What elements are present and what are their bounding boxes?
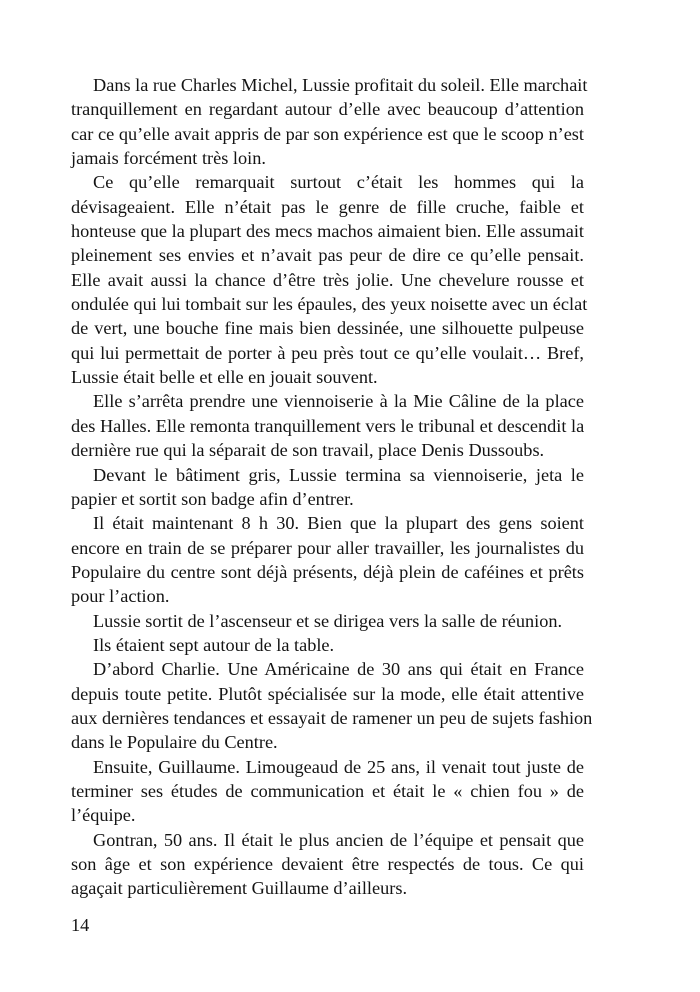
text-line: dévisageaient. Elle n’était pas le genre de fille cruche, faible et bbox=[71, 196, 584, 217]
text-line: dans le Populaire du Centre. bbox=[71, 732, 278, 753]
text-line: papier et sortit son badge afin d’entrer. bbox=[71, 488, 354, 509]
paragraph bbox=[71, 170, 588, 389]
text-line: Elle s’arrêta prendre une viennoiserie à la Mie Câline de la place bbox=[93, 391, 584, 412]
text-line: Populaire du centre sont déjà présents, déjà plein de caféines et prêts bbox=[71, 561, 584, 582]
text-line: agaçait particulièrement Guillaume d’ailleurs. bbox=[71, 878, 408, 899]
text-line: Lussie sortit de l’ascenseur et se dirigea vers la salle de réunion. bbox=[93, 610, 563, 631]
text-line: pour l’action. bbox=[71, 586, 170, 607]
text-line: aux dernières tendances et essayait de ramener un peu de sujets fashion bbox=[71, 707, 593, 728]
paragraph bbox=[71, 657, 593, 754]
text-line: tranquillement en regardant autour d’elle avec beaucoup d’attention bbox=[71, 99, 584, 120]
paragraph bbox=[71, 633, 584, 657]
text-line: Ce qu’elle remarquait surtout c’était les hommes qui la bbox=[93, 172, 584, 193]
text-line: Dans la rue Charles Michel, Lussie profitait du soleil. Elle marchait bbox=[93, 75, 588, 95]
text-line: depuis toute petite. Plutôt spécialisée sur la mode, elle était attentive bbox=[71, 683, 584, 704]
text-line: jamais forcément très loin. bbox=[71, 148, 266, 169]
text-line: Elle avait aussi la chance d’être très jolie. Une chevelure rousse et bbox=[71, 269, 584, 290]
text-line: Gontran, 50 ans. Il était le plus ancien de l’équipe et pensait que bbox=[93, 829, 584, 850]
paragraph bbox=[71, 755, 584, 828]
text-line: Ils étaient sept autour de la table. bbox=[93, 634, 335, 655]
paragraph bbox=[71, 463, 584, 512]
paragraph bbox=[71, 511, 584, 608]
text-line: pleinement ses envies et n’avait pas peur de dire ce qu’elle pensait. bbox=[71, 245, 584, 266]
text-line: son âge et son expérience devaient être respectés de tous. Ce qui bbox=[71, 854, 584, 874]
text-line: D’abord Charlie. Une Américaine de 30 ans qui était en France bbox=[93, 659, 584, 680]
paragraph bbox=[71, 389, 584, 462]
text-line: qui lui permettait de porter à peu près tout ce qu’elle voulait… Bref, bbox=[71, 342, 584, 363]
text-line: encore en train de se préparer pour aller travailler, les journalistes du bbox=[71, 537, 584, 558]
text-line: terminer ses études de communication et était le « chien fou » de bbox=[71, 780, 584, 801]
text-line: honteuse que la plupart des mecs machos aimaient bien. Elle assumait bbox=[71, 221, 584, 242]
text-line: l’équipe. bbox=[71, 805, 136, 826]
text-line: de vert, une bouche fine mais bien dessinée, une silhouette pulpeuse bbox=[71, 318, 584, 339]
body-text bbox=[71, 73, 593, 901]
text-line: car ce qu’elle avait appris de par son expérience est que le scoop n’est bbox=[71, 123, 584, 144]
paragraph bbox=[71, 73, 588, 170]
text-line: Lussie était belle et elle en jouait souvent. bbox=[71, 367, 378, 388]
text-line: Ensuite, Guillaume. Limougeaud de 25 ans, il venait tout juste de bbox=[93, 756, 584, 777]
text-line: Devant le bâtiment gris, Lussie termina sa viennoiserie, jeta le bbox=[93, 464, 584, 485]
text-line: Il était maintenant 8 h 30. Bien que la plupart des gens soient bbox=[93, 513, 584, 534]
paragraph bbox=[71, 609, 584, 633]
text-line: dernière rue qui la séparait de son travail, place Denis Dussoubs. bbox=[71, 440, 545, 461]
paragraph bbox=[71, 828, 584, 901]
page-number: 14 bbox=[71, 915, 90, 935]
text-line: ondulée qui lui tombait sur les épaules, des yeux noisette avec un éclat bbox=[71, 294, 588, 315]
text-line: des Halles. Elle remonta tranquillement vers le tribunal et descendit la bbox=[71, 415, 585, 436]
